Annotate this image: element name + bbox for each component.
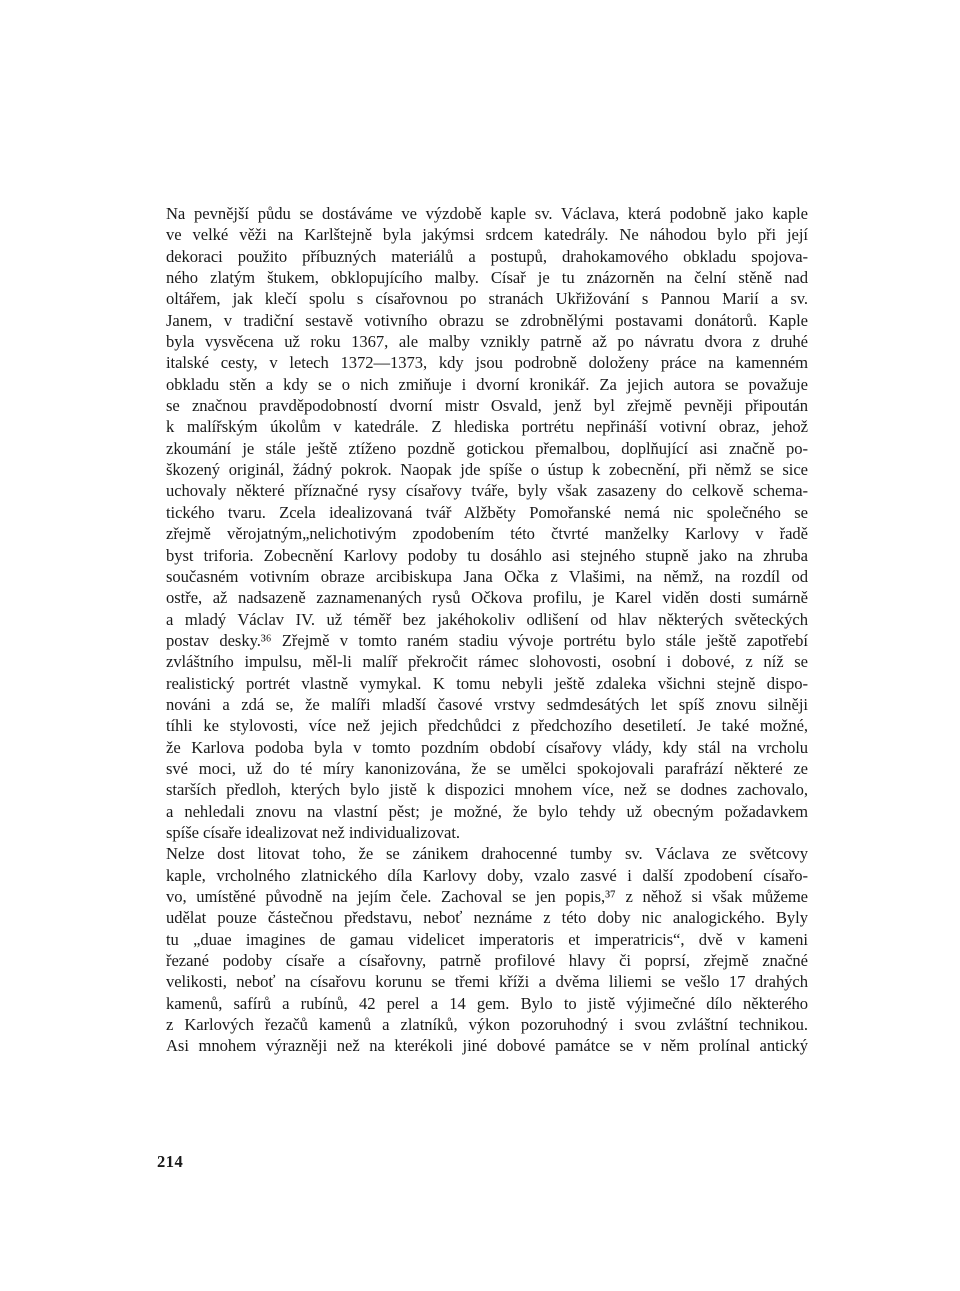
text-line: z Karlových řezačů kamenů a zlatníků, výkon pozoruhodný i svou zvláštní technikou.	[166, 1015, 808, 1035]
text-line: zřejmě věrojatným„nelichotivým zpodobením této čtvrté manželky Karlovy v řadě	[166, 524, 808, 544]
text-line: řezané podoby císaře a císařovny, patrně profilové hlavy či poprsí, zřejmě značné	[166, 951, 808, 971]
text-line: udělat pouze částečnou představu, neboť neznáme z této doby nic analogického. Byly	[166, 908, 808, 928]
text-line: postav desky.³⁶ Zřejmě v tomto raném stadiu vývoje portrétu bylo stále ještě zapotřebí	[166, 630, 808, 650]
text-line: ostře, až nadsazeně zaznamenaných rysů Očkova profilu, je Karel viděn dosti sumárně	[166, 588, 808, 608]
text-line: a mladý Václav IV. už téměř bez jakéhokoliv odlišení od hlav některých světeckých	[166, 609, 808, 629]
text-line: oltářem, jak klečí spolu s císařovnou po stranách Ukřižování s Pannou Marií a sv.	[166, 289, 808, 309]
text-line: byst triforia. Zobecnění Karlovy podoby tu dosáhlo asi stejného stupně jako na zhruba	[166, 545, 808, 565]
text-line: ve velké věži na Karlštejně byla jakýmsi srdcem katedrály. Ne náhodou bylo při její	[166, 225, 808, 245]
text-line: Asi mnohem výrazněji než na kterékoli jiné dobové památce se v něm prolínal antický	[166, 1036, 808, 1056]
text-line: a nehledali znovu na vlastní pěst; je možné, že bylo tehdy už obecným požadavkem	[166, 801, 808, 821]
text-line: současném votivním obraze arcibiskupa Jana Očka z Vlašimi, na němž, na rozdíl od	[166, 566, 808, 586]
text-line: se značnou pravděpodobností dvorní mistr Osvald, jenž byl zřejmě pevněji připoután	[166, 396, 808, 416]
text-line: vo, umístěné původně na jejím čele. Zachoval se jen popis,³⁷ z něhož si však můžeme	[166, 887, 808, 906]
text-line: ného zlatým štukem, obklopujícího malby. Císař je tu znázorněn na čelní stěně nad	[166, 268, 808, 288]
text-line: Janem, v tradiční sestavě votivního obrazu se zdrobnělými postavami donátorů. Kaple	[166, 310, 808, 330]
text-line: italské cesty, v letech 1372—1373, kdy jsou podrobně doloženy práce na kamenném	[166, 353, 808, 373]
text-line: velikosti, neboť na císařovu korunu se třemi kříži a dvěma liliemi se vešlo 17 drahých	[166, 972, 808, 992]
text-line: Nelze dost litovat toho, že se zánikem drahocenné tumby sv. Václava ze světcovy	[166, 844, 808, 864]
text-line: spíše císaře idealizovat než individualizovat.	[166, 822, 460, 842]
text-line: tického tvaru. Zcela idealizovaná tvář Alžběty Pomořanské nemá nic společného se	[166, 502, 808, 522]
text-line: tu „duae imagines de gamau videlicet imperatoris et imperatricis“, dvě v kameni	[166, 929, 808, 949]
text-line: starších předloh, kterých bylo jistě k dispozici mnohem více, než se dodnes zachovalo,	[166, 780, 808, 800]
text-line: obkladu stěn a kdy se o nich zmiňuje i dvorní kronikář. Za jejich autora se považuje	[166, 374, 808, 394]
text-line: realistický portrét vlastně vymykal. K tomu nebyli ještě zdaleka všichni stejně dispo-	[166, 673, 808, 693]
text-line: nováni a zdá se, že malíři mladší časové vrstvy sedmdesátých let spíš znovu silněji	[166, 694, 808, 714]
text-line: tíhli ke stylovosti, více než jejich předchůdci z předchozího desetiletí. Je také možné,	[166, 716, 808, 736]
text-line: uchovaly některé příznačné rysy císařovy tváře, byly však zasazeny do celkově schema-	[166, 481, 808, 501]
text-line: své moci, už do té míry kanonizována, že se umělci spokojovali parafrází některé ze	[166, 758, 808, 778]
text-line: k malířským úkolům v katedrále. Z hlediska portrétu nepřináší votivní obraz, jehož	[166, 417, 808, 437]
text-line: byla vysvěcena už roku 1367, ale malby vznikly patrně až po návratu dvora z druhé	[166, 332, 808, 352]
text-line: že Karlova podoba byla v tomto pozdním období císařovy vlády, kdy stál na vrcholu	[166, 737, 808, 757]
body-text	[166, 203, 808, 1057]
text-line: zvláštního impulsu, měl-li malíř překročit rámec slohovosti, osobní i dobové, z níž se	[166, 652, 808, 672]
text-line: kaple, vrcholného zlatnického díla Karlovy doby, vzalo zasvé i další zpodobení císařo-	[166, 865, 808, 885]
page-number: 214	[157, 1152, 184, 1171]
text-line: kamenů, safírů a rubínů, 42 perel a 14 gem. Bylo to jistě výjimečné dílo některého	[166, 993, 808, 1013]
text-line: Na pevnější půdu se dostáváme ve výzdobě kaple sv. Václava, která podobně jako kaple	[166, 204, 808, 223]
text-line: zkoumání je stále ještě ztíženo pozdně gotickou přemalbou, doplňující asi značně po-	[166, 438, 808, 458]
text-line: dekoraci použito příbuzných materiálů a postupů, drahokamového obkladu spojova-	[166, 246, 808, 266]
text-line: škozený originál, žádný pokrok. Naopak jde spíše o ústup k zobecnění, při němž se sice	[166, 460, 808, 480]
